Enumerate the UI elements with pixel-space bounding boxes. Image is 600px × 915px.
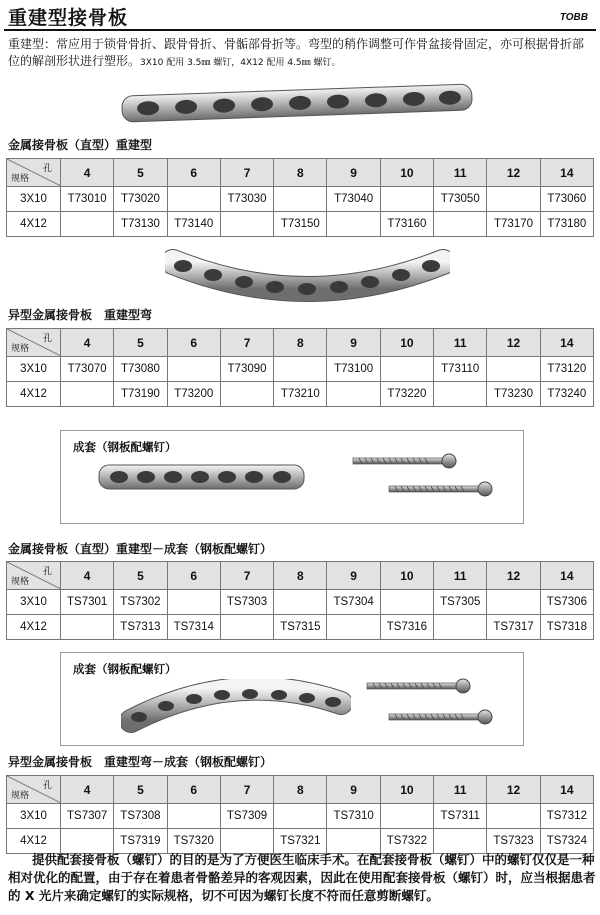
column-header: 9 [327, 329, 380, 357]
table-cell [487, 187, 540, 212]
table-cell [434, 382, 487, 407]
table-cell: T73040 [327, 187, 380, 212]
table-cell [327, 829, 380, 854]
table-header-row [7, 159, 594, 187]
corner-hole-label: 孔 [42, 333, 52, 343]
table-cell [380, 590, 433, 615]
column-header: 7 [220, 776, 273, 804]
corner-hole-label: 孔 [42, 163, 52, 173]
corner-spec-label: 规格 [11, 173, 30, 183]
page-title: 重建型接骨板 [8, 7, 129, 29]
table-cell: TS7318 [540, 615, 593, 640]
table-row [7, 590, 594, 615]
row-spec: 4X12 [7, 615, 61, 640]
table-cell [327, 382, 380, 407]
table-cell [434, 829, 487, 854]
table-cell: T73050 [434, 187, 487, 212]
table-cell: TS7323 [487, 829, 540, 854]
column-header: 5 [114, 562, 167, 590]
column-header: 6 [167, 776, 220, 804]
table-row [7, 212, 594, 237]
table-cell [380, 357, 433, 382]
table-cell: T73190 [114, 382, 167, 407]
table-cell: T73210 [274, 382, 327, 407]
column-header: 6 [167, 329, 220, 357]
header-rule [4, 29, 596, 31]
column-header: 9 [327, 159, 380, 187]
column-header: 5 [114, 159, 167, 187]
column-header: 6 [167, 159, 220, 187]
screw-image [365, 678, 475, 694]
straight-plate-image [118, 82, 478, 124]
table-cell: TS7301 [61, 590, 114, 615]
column-header: 10 [380, 329, 433, 357]
column-header: 11 [434, 159, 487, 187]
table-cell: T73140 [167, 212, 220, 237]
column-header: 8 [274, 159, 327, 187]
table-cell: T73230 [487, 382, 540, 407]
intro-screw-note: 3X10 配用 3.5㎜ 螺钉，4X12 配用 4.5㎜ 螺钉。 [140, 58, 341, 68]
table-cell: TS7320 [167, 829, 220, 854]
table-cell [274, 187, 327, 212]
table-cell [167, 804, 220, 829]
table-cell: T73080 [114, 357, 167, 382]
table-cell [380, 187, 433, 212]
table-cell: TS7319 [114, 829, 167, 854]
table-cell: TS7324 [540, 829, 593, 854]
column-header: 6 [167, 562, 220, 590]
table-cell: TS7309 [220, 804, 273, 829]
column-header: 5 [114, 776, 167, 804]
table-row [7, 615, 594, 640]
table-cell [61, 615, 114, 640]
row-spec: 3X10 [7, 357, 61, 382]
table-cell [487, 357, 540, 382]
table-cell: TS7302 [114, 590, 167, 615]
table-header-row [7, 329, 594, 357]
corner-cell [7, 776, 61, 804]
table-cell: TS7314 [167, 615, 220, 640]
table-header-row [7, 776, 594, 804]
column-header: 8 [274, 562, 327, 590]
table-cell [220, 829, 273, 854]
row-spec: 4X12 [7, 382, 61, 407]
table-cell: TS7307 [61, 804, 114, 829]
corner-cell [7, 159, 61, 187]
column-header: 9 [327, 776, 380, 804]
corner-hole-label: 孔 [42, 566, 52, 576]
table-cell: T73090 [220, 357, 273, 382]
curved-plate-image [165, 246, 450, 308]
table-row [7, 357, 594, 382]
table-cell: T73060 [540, 187, 593, 212]
column-header: 10 [380, 562, 433, 590]
table-cell [167, 357, 220, 382]
table-cell: T73150 [274, 212, 327, 237]
table-cell: TS7322 [380, 829, 433, 854]
table-cell [487, 804, 540, 829]
column-header: 4 [61, 329, 114, 357]
table-cell: T73010 [61, 187, 114, 212]
column-header: 11 [434, 329, 487, 357]
screw-image [387, 709, 497, 725]
table-cell [61, 829, 114, 854]
corner-spec-label: 规格 [11, 576, 30, 586]
column-header: 14 [540, 329, 593, 357]
table-cell: T73130 [114, 212, 167, 237]
table-cell [434, 212, 487, 237]
table-cell [220, 615, 273, 640]
column-header: 14 [540, 776, 593, 804]
row-spec: 3X10 [7, 804, 61, 829]
corner-cell [7, 562, 61, 590]
column-header: 7 [220, 329, 273, 357]
table-cell [274, 590, 327, 615]
table-cell [380, 804, 433, 829]
column-header: 10 [380, 776, 433, 804]
set-caption: 成套（钢板配螺钉） [73, 440, 177, 454]
curved-set-image-box [60, 652, 524, 746]
table-cell: T73110 [434, 357, 487, 382]
intro-text: 重建型：常应用于锁骨骨折、跟骨骨折、骨骺部骨折等。弯型的稍作调整可作骨盆接骨固定，亦可根据骨折部位的解剖形状进行塑形。 [8, 37, 585, 68]
column-header: 5 [114, 329, 167, 357]
table-cell [61, 382, 114, 407]
spec-table-straight [6, 158, 594, 237]
table-cell [434, 615, 487, 640]
spec-table-straight-set [6, 561, 594, 640]
straight-set-plate [97, 461, 307, 493]
table-cell [61, 212, 114, 237]
section-title-straight: 金属接骨板（直型）重建型 [8, 138, 153, 152]
table-cell: TS7321 [274, 829, 327, 854]
table-cell [167, 590, 220, 615]
table-cell: TS7306 [540, 590, 593, 615]
page-header [0, 0, 600, 30]
screw-image [387, 481, 497, 497]
corner-hole-label: 孔 [42, 780, 52, 790]
table-cell: TS7310 [327, 804, 380, 829]
table-cell: TS7316 [380, 615, 433, 640]
column-header: 14 [540, 159, 593, 187]
table-cell [274, 357, 327, 382]
column-header: 9 [327, 562, 380, 590]
column-header: 4 [61, 159, 114, 187]
section-title-straight-set: 金属接骨板（直型）重建型－成套（钢板配螺钉） [8, 542, 273, 556]
table-cell: T73170 [487, 212, 540, 237]
table-cell: TS7305 [434, 590, 487, 615]
column-header: 7 [220, 562, 273, 590]
row-spec: 4X12 [7, 212, 61, 237]
table-cell: TS7317 [487, 615, 540, 640]
curved-set-plate [121, 679, 351, 735]
column-header: 7 [220, 159, 273, 187]
section-title-curved-set: 异型金属接骨板 重建型弯－成套（钢板配螺钉） [8, 755, 273, 769]
column-header: 10 [380, 159, 433, 187]
table-cell: T73120 [540, 357, 593, 382]
table-cell: TS7311 [434, 804, 487, 829]
column-header: 14 [540, 562, 593, 590]
table-row [7, 829, 594, 854]
table-cell [327, 212, 380, 237]
table-cell: TS7312 [540, 804, 593, 829]
table-row [7, 382, 594, 407]
row-spec: 3X10 [7, 187, 61, 212]
column-header: 8 [274, 329, 327, 357]
column-header: 11 [434, 562, 487, 590]
table-cell: T73020 [114, 187, 167, 212]
column-header: 12 [487, 776, 540, 804]
table-cell [327, 615, 380, 640]
spec-table-curved [6, 328, 594, 407]
column-header: 4 [61, 776, 114, 804]
table-cell [274, 804, 327, 829]
table-cell: T73070 [61, 357, 114, 382]
corner-spec-label: 规格 [11, 790, 30, 800]
footer-note: 提供配套接骨板（螺钉）的目的是为了方便医生临床手术。在配套接骨板（螺钉）中的螺钉仅仅是一种相对优化的配置，由于存在着患者骨骼差异的客观因素，因此在使用配套接骨板（螺钉）时，应当根据患者的 X 光片来确定螺钉的实际规格，切不可因为螺钉长度不符而任意剪断螺钉。 [8, 852, 596, 903]
table-cell: T73100 [327, 357, 380, 382]
row-spec: 3X10 [7, 590, 61, 615]
catalog-code: TOBB [559, 12, 588, 23]
table-cell: T73180 [540, 212, 593, 237]
set-caption: 成套（钢板配螺钉） [73, 662, 177, 676]
table-header-row [7, 562, 594, 590]
table-cell: TS7315 [274, 615, 327, 640]
row-spec: 4X12 [7, 829, 61, 854]
table-cell: T73160 [380, 212, 433, 237]
table-cell: T73240 [540, 382, 593, 407]
table-cell [487, 590, 540, 615]
corner-cell [7, 329, 61, 357]
table-cell: T73200 [167, 382, 220, 407]
table-cell [220, 212, 273, 237]
column-header: 12 [487, 159, 540, 187]
table-cell [220, 382, 273, 407]
table-cell: TS7308 [114, 804, 167, 829]
table-cell: TS7303 [220, 590, 273, 615]
table-row [7, 804, 594, 829]
straight-set-image-box [60, 430, 524, 524]
corner-spec-label: 规格 [11, 343, 30, 353]
table-cell: T73220 [380, 382, 433, 407]
section-title-curved: 异型金属接骨板 重建型弯 [8, 308, 153, 322]
table-cell: T73030 [220, 187, 273, 212]
table-cell: TS7304 [327, 590, 380, 615]
screw-image [351, 453, 461, 469]
column-header: 11 [434, 776, 487, 804]
column-header: 4 [61, 562, 114, 590]
intro-paragraph [8, 36, 593, 72]
table-cell [167, 187, 220, 212]
table-cell: TS7313 [114, 615, 167, 640]
table-row [7, 187, 594, 212]
column-header: 8 [274, 776, 327, 804]
spec-table-curved-set [6, 775, 594, 854]
column-header: 12 [487, 562, 540, 590]
column-header: 12 [487, 329, 540, 357]
